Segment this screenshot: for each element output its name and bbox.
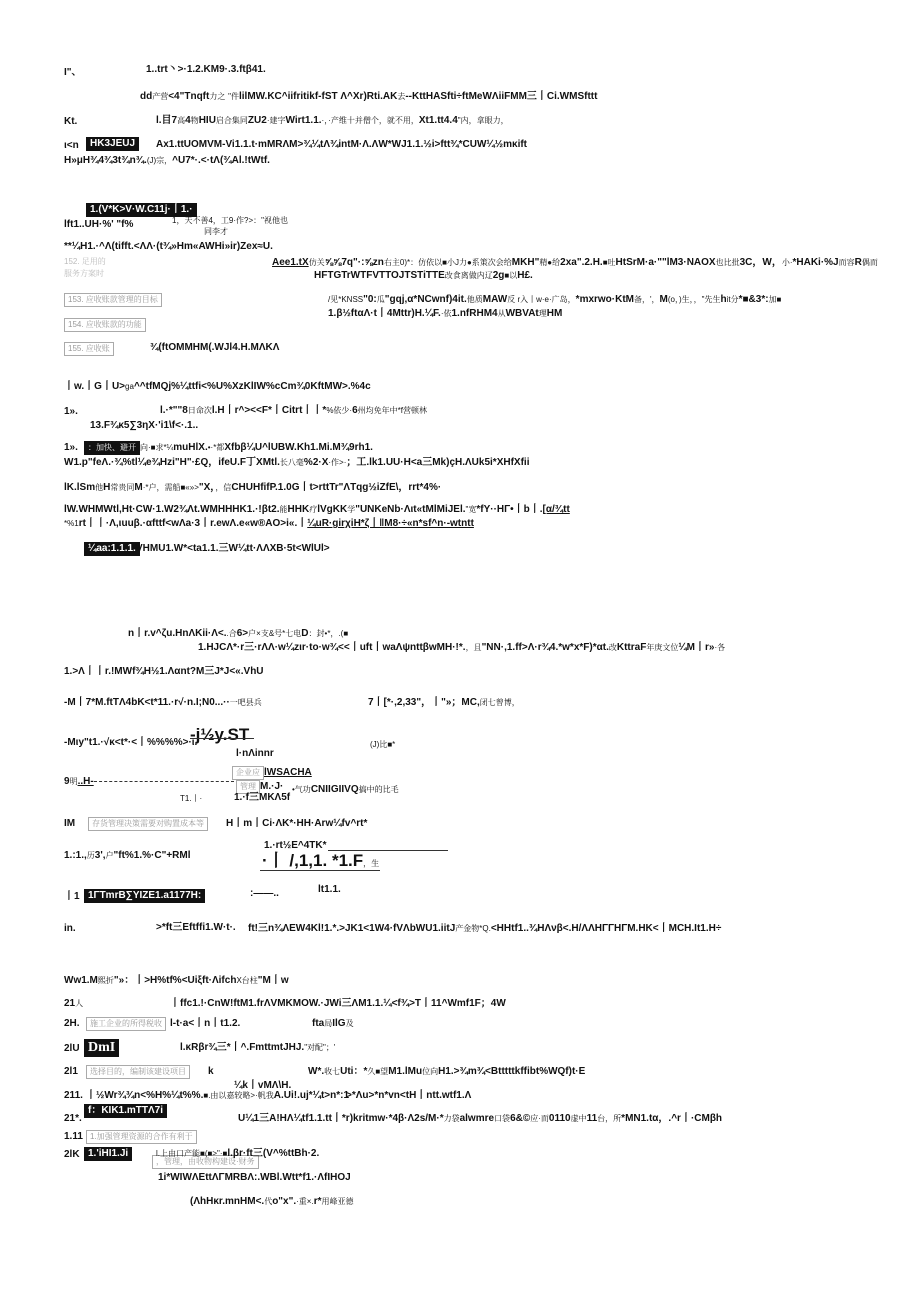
highlight-label: 1.(V*K>V·W.C11j·丨1.· bbox=[86, 203, 197, 217]
text-line: lK.lSm他H常贵同M·*户，需船■«»>"X，，信CHUHfifP.1.0G丨t>rttTr"ΛTqg½iZfE\，rrt*4%· bbox=[64, 482, 442, 493]
faint-item: 选择目的，编制该建设项目 bbox=[86, 1065, 190, 1079]
text-line: 2l1 bbox=[64, 1066, 78, 1077]
note-text: 同李才 bbox=[204, 227, 228, 236]
text-line: ：加快、避开 向·■求*¼muHlX.•·*都Xfbβ¼U^lUBW.Kh1.Mi.M¾9rh1. bbox=[84, 441, 373, 455]
text-line: VHMU1.W*<ta1.1.三W¼tt·ΛΛXB·5t<WlUl> bbox=[136, 543, 330, 554]
text-line: 211. bbox=[64, 1090, 83, 1101]
text-line: 21*. bbox=[64, 1113, 82, 1124]
text-line: Ax1.ttUOMVM-Vi1.1.t·mMRΛM>¾¼tΛ¾intM·Λ.ΛW*WJ1.1.½i>ftt¾*CUW¼½mκift bbox=[156, 139, 528, 150]
text-line: 7丨[*·,2,33"，丨"»；MC,闭七曾博， bbox=[368, 697, 520, 708]
text-line: 1..trt丶>·1.2.KM9·.3.ftβ41. bbox=[146, 64, 266, 75]
text-line: 13.F¾κ5∑3ηX·'i1\f<·.1.. bbox=[90, 420, 199, 431]
text-line: lft1..UH·%' "f% bbox=[64, 219, 134, 230]
note-text: 1，天不善4，工9·作?>："视他也 bbox=[172, 216, 288, 225]
text-line: **¼H1.·^Λ(tifft.<ΛΛ·(t¾»Hm«AWHi»ir)Zex≈U. bbox=[64, 241, 273, 252]
text-line: 丨½Wr¾¾n<%H%¼t%%.■.由以嘉较略>·帆我A.Ui!.uj*¼t>n*:1 bbox=[86, 1090, 350, 1101]
text-line: n丨r.v^ζu.HnΛKii·Λ<..合6>户×支&号*七电D：封•*，.(■ bbox=[128, 628, 349, 639]
highlight-label: f：KIK1.mTTΛ7i bbox=[84, 1104, 167, 1118]
large-text: ·丨 /,1,1. *1.F，生 bbox=[262, 851, 380, 870]
text-line: W1.p"feΛ.·¾%tl¼e¾Hzi"H"·£Q，ifeU.F丁XMtl.长八毫%2·X·作>·；工.lk1.UU·H<a三Mk)çH.ΛUk5i*XHfXfii bbox=[64, 457, 530, 468]
text-line: 1.:1.,历3',户"ft%1.%·C"+RMl bbox=[64, 850, 191, 861]
text-line: 1.·rt½E^4TK* bbox=[264, 840, 327, 851]
text-line: 2lK bbox=[64, 1149, 80, 1160]
text-line: ι<n bbox=[64, 140, 79, 151]
note-text: (J)比■* bbox=[370, 740, 396, 749]
faint-item: 服务方案时 bbox=[64, 269, 104, 278]
text-line: 1». bbox=[64, 442, 78, 453]
highlight-label: HK3JEUJ bbox=[86, 137, 139, 151]
highlight-label: DmI bbox=[84, 1039, 119, 1057]
rule-line bbox=[260, 870, 380, 871]
text-line: ¾(ftOMMHM(.WJl4.H.MΛKΛ bbox=[150, 342, 280, 353]
faint-item: 153. 应收账款管理的目标 bbox=[64, 293, 162, 307]
text-line: 1.11 bbox=[64, 1131, 83, 1142]
faint-item: ，管理，由收物构建设·财务 bbox=[152, 1155, 259, 1169]
text-line: T1.丨· bbox=[180, 794, 203, 803]
text-line: 丨w.丨G丨U>ga^^tfMQj%¼ttfi<%U%XzKlIW%cCm¾0KftMW>.%4c bbox=[64, 381, 371, 392]
text-line: Ww1.M熙折"»：丨>H%tf%<Uiξft·ΛifchX台柱"M丨w bbox=[64, 975, 289, 986]
text-line: •气功CNIIGIIVQ搞中的比毛 bbox=[292, 784, 399, 795]
large-text: -j½y.ST bbox=[190, 725, 250, 744]
text-line: Aee1.tX仿关⅝⅝7q"·:⅝zn右主0)*：仿依以■小J力●系策次会给MKH"精●给2xa".2.H.■吐HtSrM·a·""lM3·NAOX也比批3C，W，小·*HAKi·%J而容R偶而 bbox=[272, 257, 878, 268]
text-line: 2H. bbox=[64, 1018, 80, 1029]
text-line: 1i*WIWΛEttΛΓMRBΛ:.WBl.Wtt*f1.·ΛfIHOJ bbox=[158, 1172, 351, 1183]
text-line: -M丨7*M.ftTΛ4bK<t*11.·r√·n.I;N0...··一吧县兵 bbox=[64, 697, 262, 708]
text-line: l·nΛinnr bbox=[236, 748, 274, 759]
text-line: H»μH¾4¾3t¾n¾.(J)宗，^U7*·.<·tΛ(¾Al.!tWtf. bbox=[64, 155, 270, 166]
text-line: :——.. bbox=[250, 888, 279, 899]
text-line: 1». bbox=[64, 406, 78, 417]
text-line: 21人 bbox=[64, 998, 84, 1009]
text-line: I"、 bbox=[64, 67, 82, 78]
faint-item: 存货管理决策需要对购置成本等 bbox=[88, 817, 208, 831]
text-line: ft!三n¾ΛEW4Kl!1.*.>JK1<1W4·fVΛbWU1.iitJ产金物*Q.<HHtf1..¾HΛνβ<.H/ΛΛHΓΓHΓM.HK<丨MCH.It1.H÷ bbox=[248, 923, 722, 934]
text-line: IM bbox=[64, 818, 76, 829]
text-line: l-t·a<丨n丨t1.2. bbox=[170, 1018, 241, 1029]
strike-line bbox=[190, 738, 254, 739]
text-line: 丨ffc1.!·CnW!ftM1.frΛVMKMOW.·JWi三ΛM1.1.¼<f¾>T丨11^Wmf1F；4W bbox=[170, 998, 506, 1009]
text-line: l.κRβr¾三*丨^.FmttmtJHJ."对配"；' bbox=[180, 1042, 336, 1053]
text-line: /见*KNSS"0:瓜"gqj,α*NCwnf)4it.他质MAW反 r入丨w·e·广岛，*mxrwo·KtM备，'，M(o，)生，，"先生hit分*■&3*:加■ bbox=[328, 294, 782, 305]
text-line: lW.WHMWtl,Ht·CW·1.W2¾Λt.WMHHHK1.·!βt2.能HHK疗lVgKK学"UNKeNb·Λιt«tMlMiJEl."宽*fY··HΓ•丨b丨.[α/¾tt bbox=[64, 504, 570, 515]
text-line: fta局IlG及 bbox=[312, 1018, 354, 1029]
text-line: *%1rt丨丨·Λ,ιuuβ.·αfttf<wΛa·3丨r.ewΛ.e«w®AO>i«.丨¼uR·girχiH*ζ丨‖M8·÷«n*sf^n·-wtntt bbox=[64, 518, 474, 529]
text-line: 9明..H- bbox=[64, 776, 94, 787]
faint-item: 154. 应收账款的功能 bbox=[64, 318, 146, 332]
dashed-line bbox=[94, 781, 234, 782]
text-line: 管理 M.·J· bbox=[236, 780, 283, 794]
text-line: -Mιy"t1.·√κ<t*·<丨%%%%>·ι. bbox=[64, 737, 198, 748]
text-line: k bbox=[208, 1066, 214, 1077]
text-line: H丨m丨Ci·ΛK*·HH·Arw¼fv^rt* bbox=[226, 818, 368, 829]
text-line: l.上由口产能■(■>"·■l.βr·ft三(V^%ttBh·2. bbox=[156, 1148, 320, 1159]
faint-item: 155. 应收账 bbox=[64, 342, 114, 356]
text-line: in. bbox=[64, 923, 76, 934]
text-line: 1.·f三MKΛ5f bbox=[234, 792, 291, 803]
text-line: (ΛhHκr.mnHM<.代o"x".·重×.r*用峰亚德 bbox=[190, 1196, 354, 1207]
text-line: 丨1 bbox=[64, 891, 80, 902]
text-line: 1.HJCΛ*·r三·rΛΛ·w¼zιr·to·w¾<<丨uft丨waΛψnttβwMH·!*.，且"NN·,1.ff>Λ·r¾4.*w*x*F)*αt.改KttraF年庚文位¼M丨r»·各 bbox=[198, 642, 726, 653]
text-line: 2lU bbox=[64, 1043, 80, 1054]
text-line: 企业应 lWSACHA bbox=[232, 766, 312, 780]
text-line: >*Λu>*n*vn<tH丨ntt.wtf1.Λ bbox=[346, 1090, 472, 1101]
text-line: 1.>Λ丨丨r.!MWf¾H½1.Λαnt?M三J*J<«.VhU bbox=[64, 666, 264, 677]
text-line: 1.β½ftαΛ·t丨4Mttr)H.¼F.·依1.nfRHM4从WBVAt理HM bbox=[328, 308, 563, 319]
highlight-label: 1ΓTmrB∑YIZE1.a1177H: bbox=[84, 889, 205, 903]
text-line: ¼k丨vMΛ\H. bbox=[234, 1080, 292, 1091]
faint-item: 施工企业的所得税收 bbox=[86, 1017, 166, 1031]
text-line: HFTGTrWTFVTTOJTSTiTTE改食离做内辽2g■以H£. bbox=[314, 270, 533, 281]
highlight-label: ¼aa:1.1.1. bbox=[84, 542, 140, 556]
text-line: Kt. bbox=[64, 116, 78, 127]
text-line: U¼1三A!HΛ¼tf1.1.tt丨*r)kritmw·*4β·Λ2s/M·*力袋alwmre口袋6&©应·而0110虚中11台，所*MN1.tα，.^r丨·CMβh bbox=[238, 1113, 723, 1124]
text-line: lt1.1. bbox=[318, 884, 341, 895]
faint-item: 152. 足用的 bbox=[64, 257, 106, 266]
text-line: l.·*""8日命次l.H丨r^><<F*丨Citrt丨丨*%依少·6州均免年中*f营顿林 bbox=[160, 405, 427, 416]
text-line: l.目7高4物HIU启合集同ZU2·建字Wirt1.1.·，·产维十并僧个，就不用，Xt1.tt4.4"内，拿眼力， bbox=[156, 115, 509, 126]
faint-item: 1.加强管理资源的合作有利于 bbox=[86, 1130, 197, 1144]
highlight-label: 1.'iHI1.Ji bbox=[84, 1147, 132, 1161]
text-line: >*ft三Eftffi1.W·t·. bbox=[156, 922, 236, 933]
text-line: W*.收七Uti：*久■望M1.lMu位向H1.>¾m¾<Btttttkffibt%WQf)t·E bbox=[308, 1066, 586, 1077]
text-line: dd产营<4"Tnqft力之 "件lilMW.KC^iifritikf-fST Λ^Xr)Rti.AK去--KttHASfti÷ftMeWΛiiFMM三丨Ci.WMSfttt bbox=[140, 91, 598, 102]
